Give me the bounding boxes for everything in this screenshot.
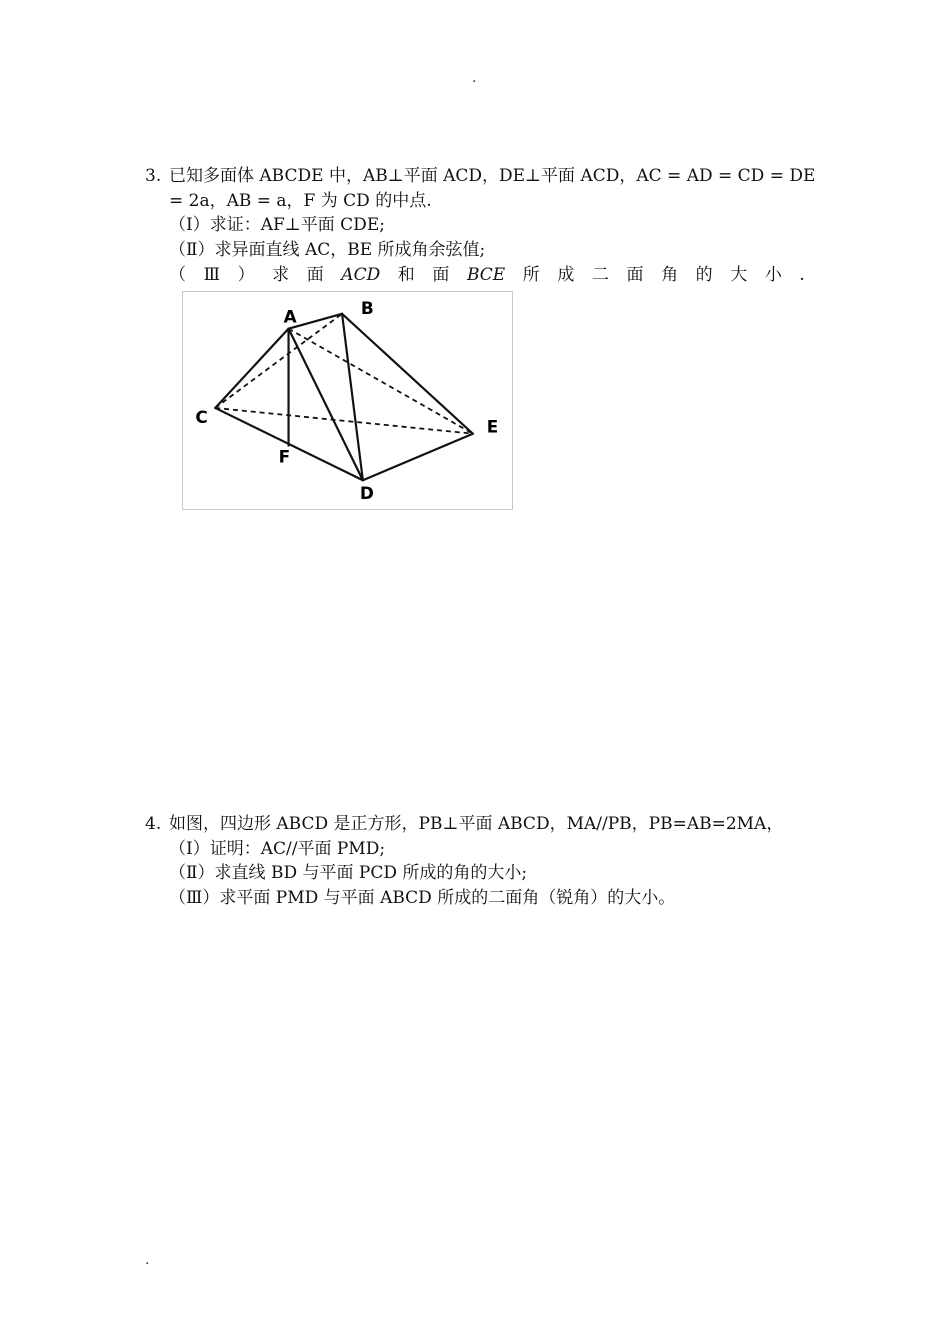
edge-ad [289, 329, 363, 481]
problem-3-question-3-token: 和 [397, 265, 415, 285]
problem-3-question-3-token: 大 [730, 265, 748, 285]
edge-bd [342, 314, 363, 480]
problem-3-question-3-token: 成 [557, 265, 575, 285]
hidden-edge-ce [215, 408, 473, 434]
problem-3-question-3-token: 所 [522, 265, 540, 285]
problem-3-question-2: （Ⅱ）求异面直线 AC，BE 所成角余弦值; [169, 240, 486, 260]
footer-dot: . [145, 1252, 150, 1268]
edge-ca [215, 329, 288, 408]
problem-3-question-3-token: ） [237, 265, 255, 285]
hidden-edge-cb [215, 314, 342, 408]
header-dot: . [472, 70, 477, 86]
problem-4-statement: 如图，四边形 ABCD 是正方形，PB⊥平面 ABCD，MA//PB，PB=AB=2MA， [169, 814, 784, 834]
label-a: A [283, 306, 297, 327]
problem-3-question-3-token: 角 [661, 265, 679, 285]
problem-4-question-3: （Ⅲ）求平面 PMD 与平面 ABCD 所成的二面角（锐角）的大小。 [169, 888, 676, 908]
label-b: B [360, 297, 374, 318]
label-c: C [195, 406, 208, 427]
problem-3-question-3-token: Ⅲ [203, 265, 220, 285]
label-e: E [486, 416, 499, 437]
problem-3-question-3-token: ACD [341, 265, 381, 285]
problem-3-statement-line-1: 已知多面体 ABCDE 中，AB⊥平面 ACD，DE⊥平面 ACD，AC = AD = CD = DE [169, 166, 816, 186]
problem-3-question-3-token: 小 [764, 265, 782, 285]
problem-4-number: 4. [145, 814, 162, 834]
problem-3-question-3-token: 求 [272, 265, 290, 285]
polyhedron-diagram [183, 292, 512, 509]
problem-3-question-3-token: 面 [626, 265, 644, 285]
problem-4-question-2: （Ⅱ）求直线 BD 与平面 PCD 所成的角的大小; [169, 863, 528, 883]
problem-3-question-1: （Ⅰ）求证：AF⊥平面 CDE; [169, 215, 385, 235]
label-d: D [359, 483, 374, 504]
problem-3-question-3-token: 的 [695, 265, 713, 285]
polyhedron-figure [182, 291, 513, 510]
problem-3-question-3-token: BCE [466, 265, 506, 285]
problem-4-question-1: （Ⅰ）证明：AC//平面 PMD; [169, 839, 386, 859]
problem-3-question-3-token: （ [169, 265, 186, 285]
edge-ed [363, 434, 473, 481]
edge-be [342, 314, 473, 434]
problem-3-statement-line-2: = 2a，AB = a，F 为 CD 的中点. [169, 191, 432, 211]
problem-3-question-3 [169, 263, 805, 287]
label-f: F [278, 446, 291, 467]
problem-3-question-3-token: 二 [591, 265, 609, 285]
problem-3-question-3-token: 面 [432, 265, 450, 285]
problem-3-question-3-token: 面 [306, 265, 324, 285]
problem-3-question-3-token: . [799, 265, 805, 285]
problem-3-number: 3. [145, 166, 162, 186]
